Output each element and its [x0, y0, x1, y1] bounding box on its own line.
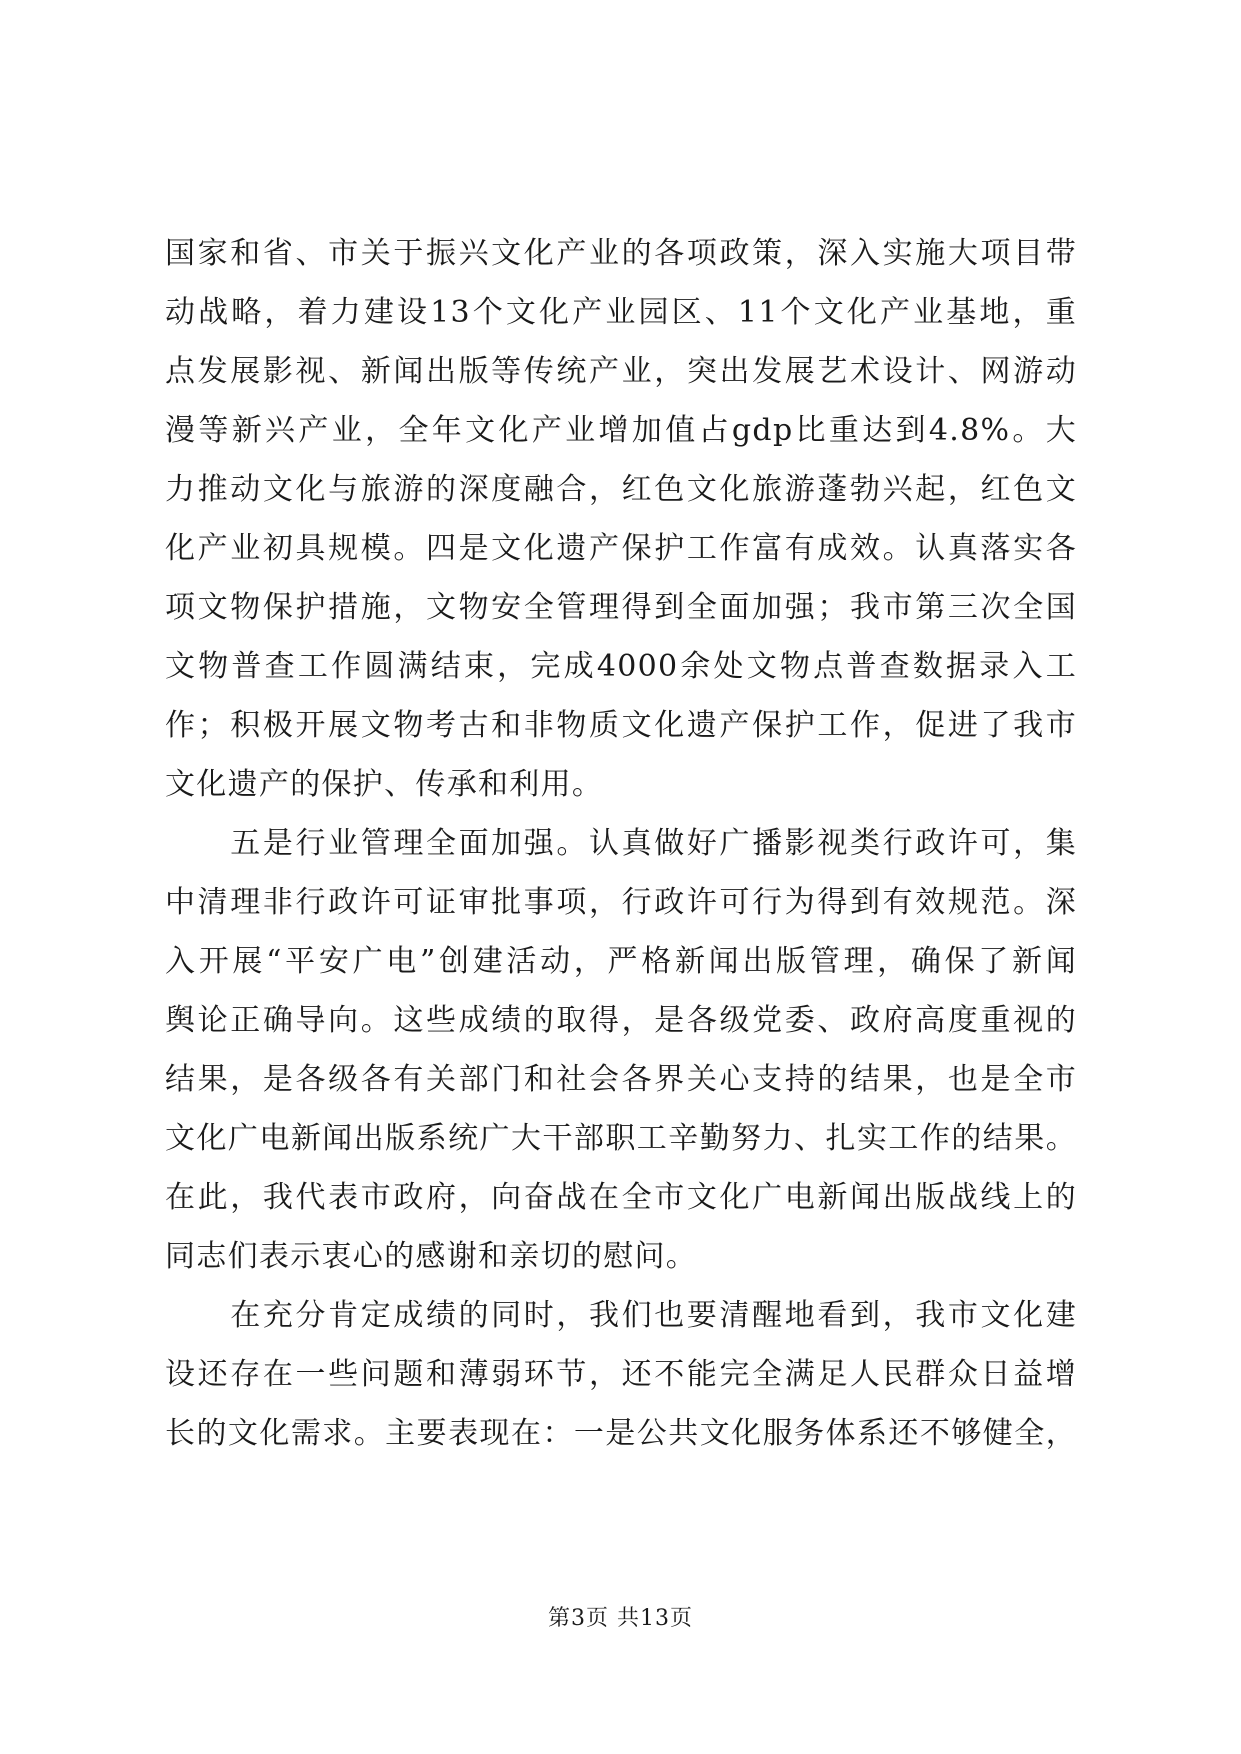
paragraph-3: [165, 1286, 1077, 1463]
text-line: 文化遗产的保护、传承和利用。: [165, 767, 604, 802]
text-line: 入开展“平安广电”创建活动，严格新闻出版管理，确保了新闻: [165, 944, 1077, 979]
text-line: 动战略，着力建设13个文化产业园区、11个文化产业基地，重: [165, 295, 1077, 330]
text-line: 在此，我代表市政府，向奋战在全市文化广电新闻出版战线上的: [165, 1180, 1077, 1215]
text-line: 项文物保护措施，文物安全管理得到全面加强；我市第三次全国: [165, 590, 1077, 625]
text-line: 文物普查工作圆满结束，完成4000余处文物点普查数据录入工: [165, 649, 1077, 684]
body-text: [165, 224, 1077, 1463]
text-line: 在充分肯定成绩的同时，我们也要清醒地看到，我市文化建: [165, 1298, 1077, 1333]
text-line: 国家和省、市关于振兴文化产业的各项政策，深入实施大项目带: [165, 236, 1077, 271]
text-line: 化产业初具规模。四是文化遗产保护工作富有成效。认真落实各: [165, 531, 1077, 566]
text-line: 中清理非行政许可证审批事项，行政许可行为得到有效规范。深: [165, 885, 1077, 920]
page-number-footer: 第3页 共13页: [548, 1606, 693, 1631]
text-line: 漫等新兴产业，全年文化产业增加值占gdp比重达到4.8%。大: [165, 413, 1077, 448]
text-line: 力推动文化与旅游的深度融合，红色文化旅游蓬勃兴起，红色文: [165, 472, 1077, 507]
text-line: 结果，是各级各有关部门和社会各界关心支持的结果，也是全市: [165, 1062, 1077, 1097]
text-line: 点发展影视、新闻出版等传统产业，突出发展艺术设计、网游动: [165, 354, 1077, 389]
text-line: 同志们表示衷心的感谢和亲切的慰问。: [165, 1239, 698, 1274]
text-line: 舆论正确导向。这些成绩的取得，是各级党委、政府高度重视的: [165, 1003, 1077, 1038]
text-line: 五是行业管理全面加强。认真做好广播影视类行政许可，集: [165, 826, 1077, 861]
text-line: 长的文化需求。主要表现在：一是公共文化服务体系还不够健全，: [165, 1416, 1077, 1451]
paragraph-2: [165, 814, 1077, 1286]
text-line: 文化广电新闻出版系统广大干部职工辛勤努力、扎实工作的结果。: [165, 1121, 1077, 1156]
text-line: 作；积极开展文物考古和非物质文化遗产保护工作，促进了我市: [165, 708, 1077, 743]
paragraph-1: [165, 224, 1077, 814]
text-line: 设还存在一些问题和薄弱环节，还不能完全满足人民群众日益增: [165, 1357, 1077, 1392]
